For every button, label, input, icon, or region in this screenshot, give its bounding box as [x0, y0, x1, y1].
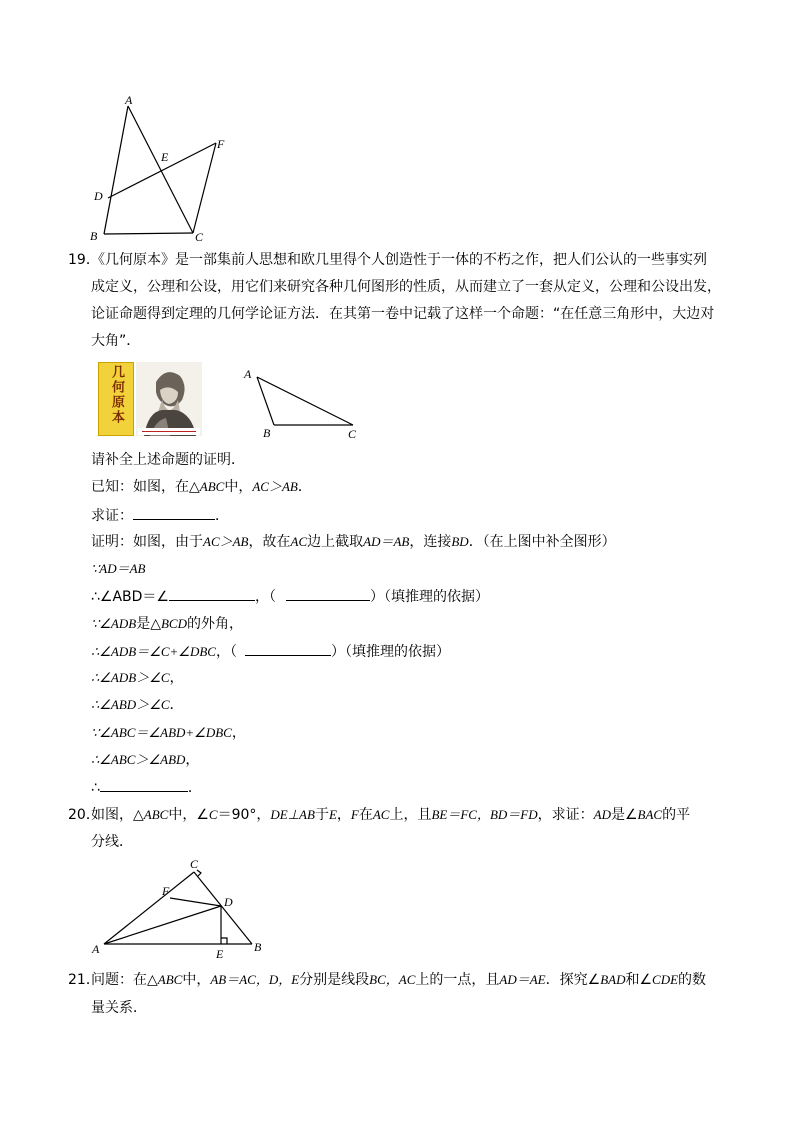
label-c: C [348, 427, 357, 441]
label-c: C [195, 230, 204, 244]
prove-period: ． [215, 508, 229, 524]
figure-q18 [80, 88, 240, 248]
segment-fd [170, 898, 221, 906]
q21-cde: CDE [652, 972, 679, 987]
step8: ∴∠ABC＞∠ABD [91, 752, 186, 767]
step2-blank-reason[interactable] [286, 586, 370, 601]
label-a: A [244, 367, 252, 381]
prove-blank[interactable] [133, 505, 215, 520]
proof-bd: BD [451, 534, 469, 549]
label-a: A [125, 93, 133, 107]
proof-rel: AC＞AB [203, 534, 249, 549]
q19-step7 [91, 723, 246, 743]
step3-mid: 是△ [136, 616, 161, 632]
label-c: C [190, 858, 199, 871]
q20-AC: AC [372, 807, 390, 822]
step2-blank-angle[interactable] [169, 586, 255, 601]
book-title-banner [98, 362, 134, 436]
step1: ∵AD＝AB [91, 561, 146, 576]
q20-text-i: ，求证： [537, 807, 594, 823]
known-abc: ABC [199, 479, 225, 494]
figure-q19 [240, 364, 370, 444]
q20-de: DE⊥AB [270, 807, 315, 822]
label-b: B [254, 940, 262, 954]
known-mid: 中， [224, 479, 253, 495]
q20-line2: 分线． [91, 834, 133, 850]
proof-mid2: 边上截取 [307, 534, 364, 550]
label-d: D [224, 895, 233, 909]
proof-note: ．（在上图中补全图形） [468, 534, 616, 550]
q20-c: C [208, 807, 218, 822]
label-e: E [216, 947, 224, 960]
step4-sep: ，（ [215, 644, 237, 660]
q20-text-e: 于 [314, 807, 329, 823]
figure-q20 [90, 858, 270, 960]
proof-cut: AD＝AB [363, 534, 410, 549]
q20-number: 20． [68, 807, 100, 823]
step7: ∵∠ABC＝∠ABD+∠DBC [91, 725, 232, 740]
q19-step6 [91, 695, 184, 715]
step3-suffix: 的外角， [186, 616, 243, 632]
q19-line4: 大角”． [91, 333, 141, 349]
q19-step5 [91, 668, 184, 688]
q19-step2 [91, 586, 489, 607]
step9-end: ． [187, 780, 202, 796]
q21-abc: ABC [157, 972, 183, 987]
q19-line2: 成定义，公理和公设，用它们来研究各种几何图形的性质，从而建立了一套从定义，公理和公设出发， [91, 279, 721, 295]
q20-E: E [328, 807, 337, 822]
known-prefix: 已知：如图，在△ [91, 479, 200, 495]
segment-ac [104, 872, 194, 944]
proof-ac: AC [290, 534, 308, 549]
q21-ad: AD＝AE [499, 972, 546, 987]
q20-abc: ABC [143, 807, 169, 822]
step5: ∴∠ADB＞∠C [91, 670, 170, 685]
q20-text-k: 的平 [662, 807, 691, 823]
known-rel: AC＞AB [252, 479, 298, 494]
segment-bc [104, 233, 193, 234]
q20-text-j: 是∠ [610, 807, 638, 823]
step6: ∴∠ABD＞∠C [91, 697, 170, 712]
q19-known [91, 477, 312, 497]
segment-ac [128, 106, 193, 233]
q21-text-d: 上的一点，且 [415, 972, 500, 988]
q19-step1 [91, 559, 145, 579]
proof-mid1: ，故在 [248, 534, 291, 550]
q19-line3: 论证命题得到定理的几何学论证方法．在其第一卷中记载了这样一个命题：“在任意三角形中，大边对 [91, 306, 715, 322]
step7-end: ， [231, 725, 246, 741]
segment-fc [193, 143, 216, 233]
q21-text-e: ．探究∠ [545, 972, 601, 988]
q19-step4 [91, 641, 450, 662]
label-d: D [94, 189, 103, 203]
q19-number: 19． [68, 252, 100, 268]
q21-bad: BAD [600, 972, 626, 987]
q19-line1: 《几何原本》是一部集前人思想和欧几里得个人创造性于一体的不朽之作，把人们公认的一些事实列 [91, 252, 707, 268]
q21-text-b: 中， [182, 972, 211, 988]
q21-text-a: 问题：在△ [91, 972, 158, 988]
q21-number: 21． [68, 972, 100, 988]
q20-AD: AD [593, 807, 611, 822]
book-title: 几何原本 [109, 365, 124, 425]
step2-prefix: ∴∠ABD＝∠ [91, 589, 169, 605]
step4-blank-reason[interactable] [245, 641, 331, 656]
q20-text-f: ， [336, 807, 351, 823]
step5-end: ， [169, 670, 184, 686]
q19-prove [91, 505, 229, 526]
q21-segs: BC，AC [369, 972, 416, 987]
step2-sep: ，（ [254, 589, 276, 605]
proof-mid3: ，连接 [409, 534, 452, 550]
step3-prefix: ∵∠ADB [91, 616, 137, 631]
step2-note: ）（填推理的依据） [369, 589, 489, 605]
right-angle-e [221, 938, 227, 944]
label-e: E [161, 150, 169, 164]
q19-step9 [91, 777, 202, 798]
q20-text-h: 上，且 [389, 807, 432, 823]
label-b: B [90, 229, 98, 243]
euclid-portrait-icon [136, 362, 202, 436]
q19-instruction: 请补全上述命题的证明． [91, 452, 245, 468]
step3-bcd: BCD [160, 616, 187, 631]
q20-line1 [91, 805, 690, 825]
label-b: B [263, 426, 271, 440]
q20-text-b: 中，∠ [168, 807, 209, 823]
q21-text-g: 的数 [678, 972, 707, 988]
q19-step3 [91, 614, 243, 634]
q20-text-a: 如图，△ [91, 807, 144, 823]
step4-prefix: ∴∠ADB＝∠C+∠DBC [91, 644, 216, 659]
label-f: F [162, 884, 170, 898]
q21-text-f: 和∠ [625, 972, 653, 988]
prove-label: 求证： [91, 508, 133, 524]
q20-eq1: BE＝FC，BD＝FD [431, 807, 538, 822]
q20-text-d: ＝90°， [217, 807, 271, 823]
q21-line2: 量关系． [91, 1000, 147, 1016]
label-f: F [217, 137, 225, 151]
step8-end: ， [185, 752, 200, 768]
q20-text-g: 在 [358, 807, 373, 823]
segment-ab [104, 106, 128, 234]
known-period: ． [297, 479, 312, 495]
q21-text-c: 分别是线段 [299, 972, 370, 988]
q19-proof-intro [91, 532, 616, 552]
proof-intro: 证明：如图，由于 [91, 534, 203, 550]
q20-BAC: BAC [637, 807, 663, 822]
q21-eq: AB＝AC，D，E [210, 972, 300, 987]
q20-F: F [350, 807, 359, 822]
segment-cb [194, 872, 252, 944]
book-cover-image [98, 362, 202, 436]
q19-step8 [91, 750, 199, 770]
segment-ad [104, 906, 221, 944]
label-a: A [92, 942, 100, 956]
step9-blank-conclusion[interactable] [100, 777, 188, 792]
step4-note: ）（填推理的依据） [330, 644, 450, 660]
step9-prefix: ∴ [91, 780, 100, 796]
step6-end: ． [169, 697, 184, 713]
q21-line1 [91, 970, 706, 990]
